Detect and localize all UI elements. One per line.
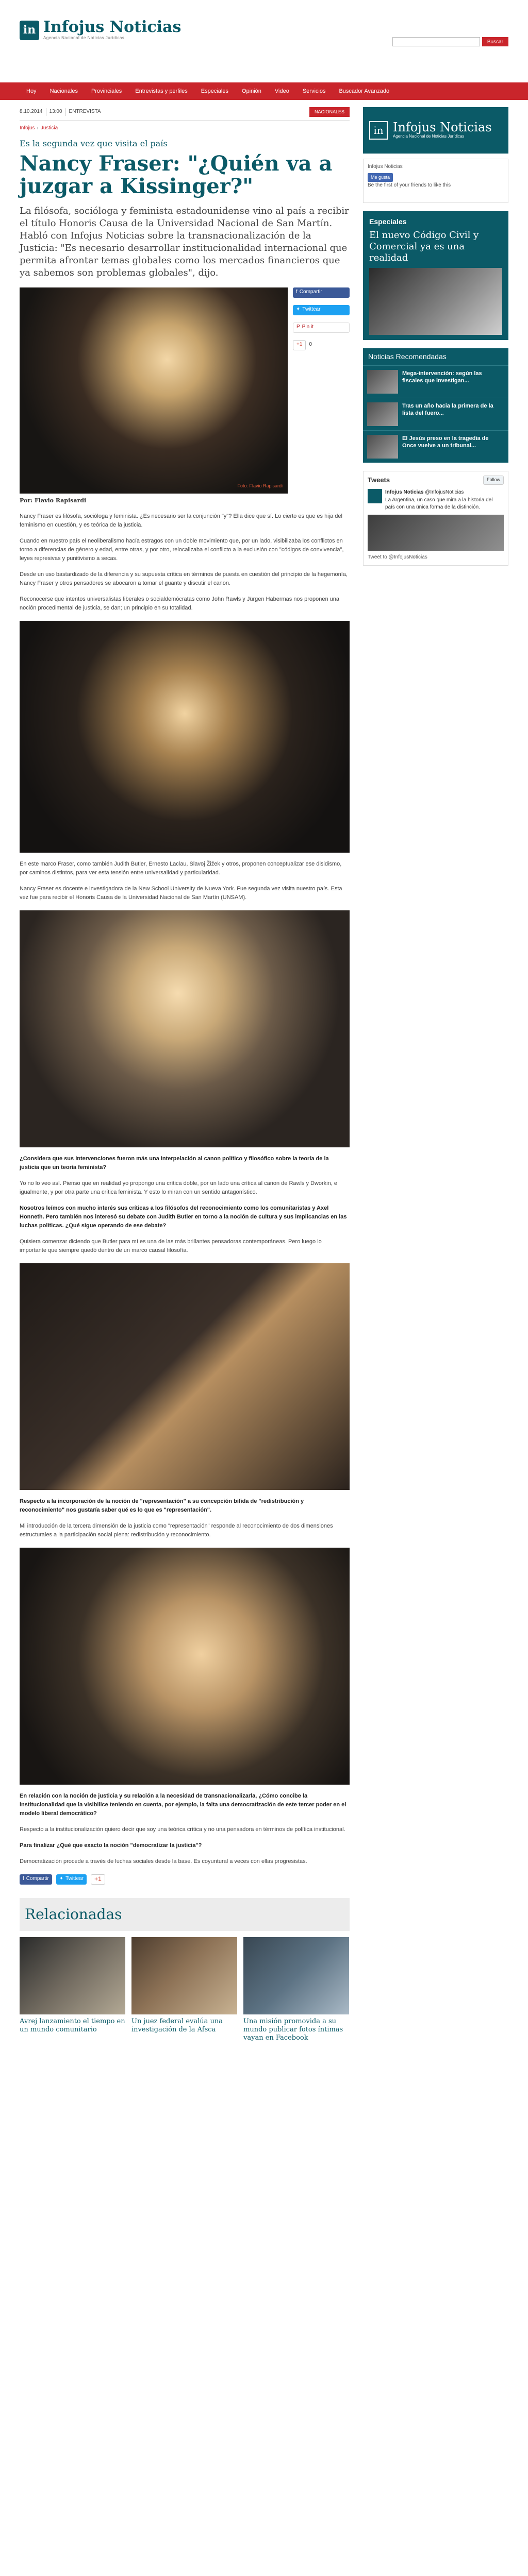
site-logo[interactable] (20, 20, 181, 41)
recommended-thumbnail[interactable] (367, 435, 398, 459)
sidebar-logo-sub: Agencia Nacional de Noticias Jurídicas (393, 134, 465, 139)
twitter-icon: ✦ (59, 1876, 64, 1882)
tweet-handle[interactable]: @InfojusNoticias (425, 489, 464, 496)
gplus-share (293, 340, 350, 350)
recommended-item[interactable] (363, 398, 508, 430)
photo-credit: Por: Flavio Rapisardi (20, 497, 87, 504)
facebook-like-button[interactable]: Me gusta (368, 173, 393, 182)
nav-item[interactable]: Nacionales (50, 88, 78, 94)
share-column (293, 287, 350, 494)
share-strip (20, 1874, 350, 1885)
specials-box[interactable] (363, 211, 508, 340)
article-column (20, 107, 350, 2042)
follow-button[interactable]: Follow (483, 476, 504, 485)
twitter-widget (363, 471, 508, 566)
related-thumbnail[interactable] (131, 1937, 237, 2014)
twitter-icon: ✦ (296, 307, 301, 313)
article-title: Nancy Fraser: "¿Quién va a juzgar a Kissinger?" (20, 151, 333, 198)
facebook-widget-text: Be the first of your friends to like this (368, 182, 451, 188)
answer: Mi introducción de la tercera dimensión de la justicia como "representación" responde al reconocimiento de dos dimensiones estructurales a la participación social plena: redistribución y reconocimiento. (20, 1522, 333, 1538)
pinterest-button[interactable]: P Pin it (293, 323, 350, 333)
site-name: Infojus Noticias (43, 18, 182, 36)
facebook-share-button[interactable]: f Compartir (293, 287, 350, 298)
gplus-button[interactable]: +1 (293, 340, 306, 350)
breadcrumb-item[interactable]: Infojus (20, 125, 35, 131)
specials-image[interactable] (369, 268, 502, 335)
recommended-heading: Noticias Recomendadas (363, 348, 508, 365)
nav-item[interactable]: Video (274, 88, 289, 94)
main-nav (0, 82, 528, 100)
question: Nosotros leímos con mucho interés sus críticas a los filósofos del reconocimiento como los comunitaristas y Axel Honneth. Pero también nos interesó su debate con Judith Butler en torno a la noción de cultura y sus implicancias en las luchas políticas. ¿Qué sigue operando de ese debate? (20, 1205, 347, 1229)
article-lead: La filósofa, socióloga y feminista estadounidense vino al país a recibir el título Honoris Causa de la Universidad Nacional de San Martín. Habló con Infojus Noticias sobre la transnacionalización de la Justicia: "Es necesario desarrollar institucionalidad internacional que permita afrontar temas globales como los mercados financieros que ya sabemos son problemas globales", dijo. (20, 205, 349, 278)
article-time: 13:00 (50, 108, 66, 116)
article-photo (20, 621, 350, 853)
search-input[interactable] (392, 37, 480, 46)
recommended-item[interactable] (363, 430, 508, 463)
search-bar (392, 37, 508, 46)
recommended-title[interactable]: Mega-intervención: según las fiscales que investigan... (402, 370, 482, 384)
recommended-item[interactable] (363, 365, 508, 398)
question: Respecto a la incorporación de la noción de "representación" a su concepción bifida de "redistribución y reconocimiento" nos gustaría saber qué es lo que es "representación". (20, 1498, 304, 1513)
logo-icon: in (369, 121, 388, 140)
article-photo (20, 1263, 350, 1490)
sidebar-logo[interactable] (363, 107, 508, 154)
related-list (20, 1937, 350, 2042)
twitter-share-button[interactable]: ✦ Twittear (293, 305, 350, 315)
recommended-thumbnail[interactable] (367, 370, 398, 394)
related-title[interactable]: Avrej lanzamiento el tiempo en un mundo comunitario (20, 2018, 125, 2034)
specials-heading: Especiales (369, 217, 407, 226)
related-title[interactable]: Un juez federal evalúa una investigación de la Afsca (131, 2018, 223, 2034)
search-button[interactable]: Buscar (482, 37, 508, 46)
recommended-title[interactable]: Tras un año hacia la primera de la lista del fuero... (402, 402, 493, 416)
paragraph: Desde un uso bastardizado de la diferencia y su supuesta crítica en términos de puesta en cuestión del principio de la hegemonía, Nancy Fraser y otros pensadores se abocaron a tomar el guante y discutir el canon. (20, 571, 348, 586)
tweet (368, 489, 504, 512)
paragraph: Reconocerse que intentos universalistas liberales o socialdemócratas como John Rawls y Jürgen Habermas nos proponen una noción procedimental de justicia, se dan; un principio en su totalidad. (20, 596, 340, 611)
nav-item[interactable]: Opinión (241, 88, 261, 94)
related-thumbnail[interactable] (20, 1937, 125, 2014)
nav-item[interactable]: Entrevistas y perfiles (135, 88, 188, 94)
article-meta (20, 107, 350, 121)
recommended-box (363, 348, 508, 462)
answer: Yo no lo veo así. Pienso que en realidad yo propongo una crítica doble, por un lado una crítica al canon de Rawls y Dworkin, e igualmente, y por otra parte una crítica feminista. Y esto lo miran con un sentido antagonístico. (20, 1180, 337, 1195)
answer: Democratización procede a través de luchas sociales desde la base. Es coyuntural a veces con ellas progresistas. (20, 1858, 307, 1865)
tweet-image[interactable] (368, 515, 504, 551)
paragraph: Cuando en nuestro país el neoliberalismo hacía estragos con un doble movimiento que, por un lado, visibilizaba los conflictos en torno a diferencias de género y edad, entre otras, y por otro, relocalizaba el conflicto a la exclusión con "códigos de convivencia", leyes represivas y punitivismo a secas. (20, 537, 344, 562)
sidebar (363, 107, 508, 566)
site-header (0, 0, 528, 82)
nav-item[interactable]: Especiales (201, 88, 228, 94)
related-item[interactable] (243, 1937, 349, 2042)
paragraph: Nancy Fraser es filósofa, socióloga y feminista. ¿Es necesario ser la conjunción "y"? Ella dice que sí. Lo cierto es que es hija del feminismo en cuestión, y es teórica de la justicia. (20, 513, 342, 528)
twitter-share-button[interactable]: ✦ Twittear (56, 1874, 87, 1885)
nav-item[interactable]: Hoy (26, 88, 37, 94)
nav-item[interactable]: Servicios (302, 88, 326, 94)
recommended-title[interactable]: El Jesús preso en la tragedia de Once vuelve a un tribunal... (402, 435, 489, 449)
related-item[interactable] (20, 1937, 125, 2042)
share-count: 0 (309, 342, 312, 348)
pinterest-icon: P (296, 324, 300, 330)
answer: Respecto a la institucionalización quiero decir que soy una teórica crítica y no una pensadora en términos de política institucional. (20, 1826, 345, 1833)
facebook-icon: f (23, 1876, 24, 1882)
hero-photo (20, 287, 288, 494)
article-section: ENTREVISTA (69, 109, 101, 115)
nav-item[interactable]: Provinciales (91, 88, 122, 94)
question: ¿Considera que sus intervenciones fueron más una interpelación al canon político y filosófico sobre la teoría de la justicia que un teoría feminista? (20, 1155, 329, 1171)
facebook-share-button[interactable]: f Compartir (20, 1874, 52, 1885)
tweets-heading: Tweets (368, 476, 390, 484)
answer: Quisiera comenzar diciendo que Butler para mí es una de las más brillantes pensadoras contemporáneas. Pero luego lo importante que siempre quedó dentro de un marco causal filosofía. (20, 1238, 322, 1253)
related-title[interactable]: Una misión promovida a su mundo publicar fotos íntimas vayan en Facebook (243, 2018, 343, 2042)
related-item[interactable] (131, 1937, 237, 2042)
paragraph: Nancy Fraser es docente e investigadora de la New School University de Nueva York. Fue segunda vez visita nuestro país. Esta vez fue para recibir el Honoris Causa de la Universidad Nacional de San Martín (UNSAM). (20, 885, 342, 901)
related-heading: Relacionadas (20, 1898, 350, 1931)
paragraph: En este marco Fraser, como también Judith Butler, Ernesto Laclau, Slavoj Žižek y otros, proponen conceptualizar ese disidismo, por caminos distintos, para ver esta tensión entre universalidad y particularidad. (20, 860, 342, 876)
facebook-widget-title: Infojus Noticias (368, 164, 403, 170)
hero-credit: Foto: Flavio Rapisardi (237, 483, 283, 488)
article-date: 8.10.2014 (20, 108, 46, 116)
tweet-to[interactable]: Tweet to @InfojusNoticias (368, 554, 427, 560)
sidebar-logo-name: Infojus Noticias (393, 120, 492, 135)
tweet-user[interactable]: Infojus Noticias (385, 489, 424, 496)
nav-item[interactable]: Buscador Avanzado (339, 88, 390, 94)
section-tag[interactable]: NACIONALES (309, 107, 350, 117)
facebook-widget (363, 159, 508, 203)
tweet-text: La Argentina, un caso que mira a la historia del país con una única forma de la distinción. (385, 497, 493, 511)
article-photo (20, 910, 350, 1147)
feature-block (20, 287, 350, 494)
logo-icon: in (20, 21, 39, 40)
facebook-icon: f (296, 289, 298, 295)
related-thumbnail[interactable] (243, 1937, 349, 2014)
breadcrumb-item[interactable]: Justicia (40, 125, 58, 131)
article-kicker: Es la segunda vez que visita el país (20, 138, 168, 148)
site-subtitle: Agencia Nacional de Noticias Jurídicas (43, 36, 125, 40)
breadcrumb: Infojus › Justicia (20, 125, 350, 132)
gplus-button[interactable]: +1 (91, 1874, 105, 1885)
article-photo (20, 1548, 350, 1785)
question: Para finalizar ¿Qué que exacto la noción "democratizar la justicia"? (20, 1842, 202, 1849)
recommended-thumbnail[interactable] (367, 402, 398, 426)
avatar[interactable] (368, 489, 382, 503)
question: En relación con la noción de justicia y su relación a la necesidad de transnacionalizarla, ¿Cómo concibe la institucionalidad que la visibilice teniendo en cuenta, por ejemplo, la falta una democratización de este tercer poder en el modelo liberal democrático? (20, 1792, 346, 1817)
specials-title[interactable]: El nuevo Código Civil y Comercial ya es una realidad (369, 230, 479, 264)
